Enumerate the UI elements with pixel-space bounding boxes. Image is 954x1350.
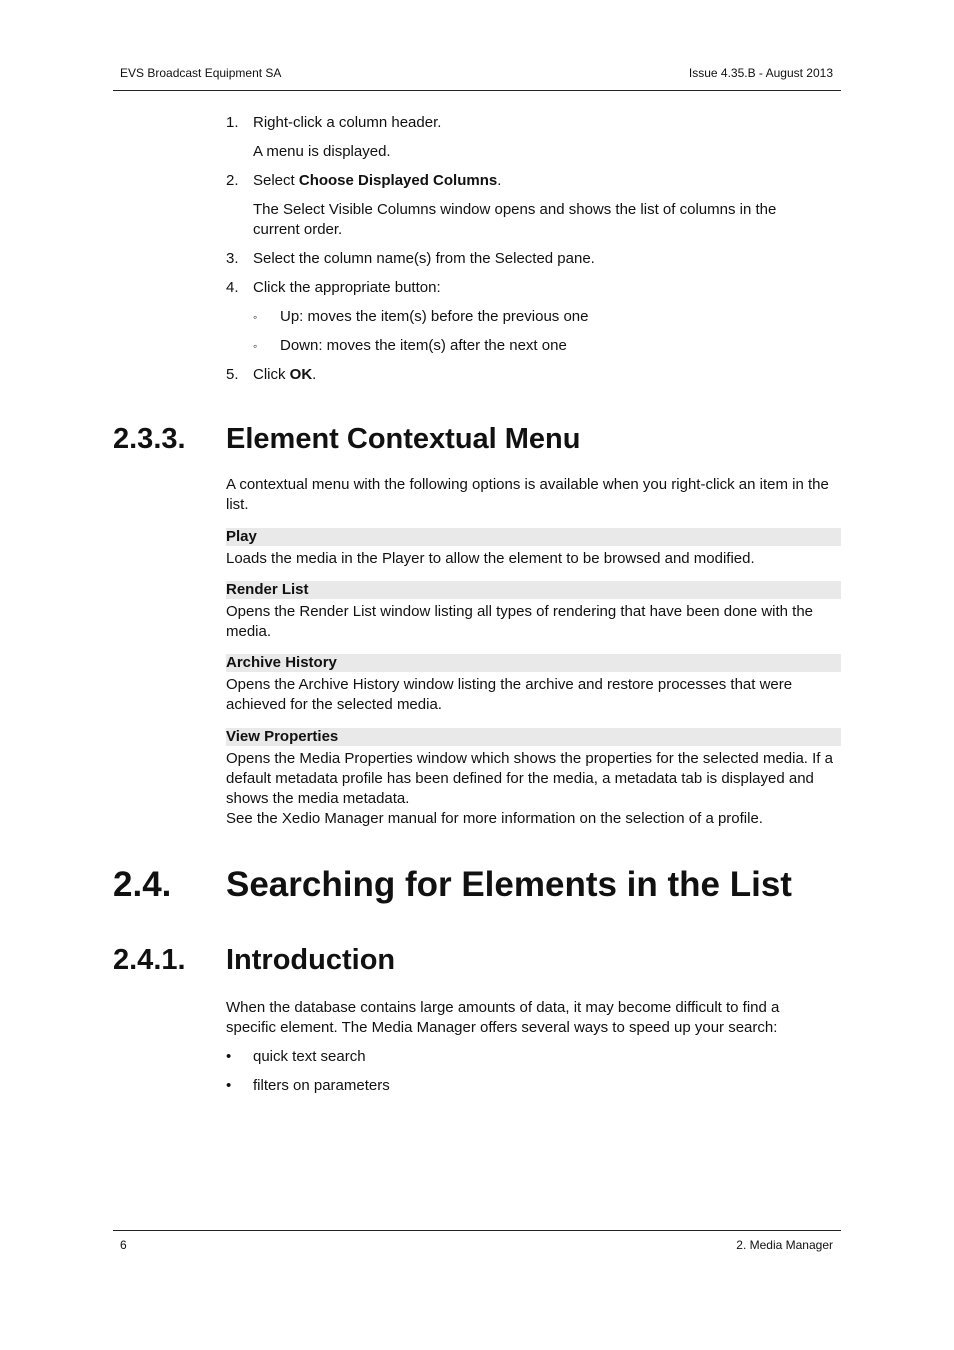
section-number: 2.3.3.: [113, 423, 186, 455]
page-number: 6: [120, 1238, 127, 1252]
step-text: Right-click a column header.: [253, 114, 442, 131]
section-title: Element Contextual Menu: [226, 423, 581, 455]
ui-label-ok: OK: [289, 366, 313, 383]
option-description: Loads the media in the Player to allow the element to be browsed and modified.: [226, 550, 755, 567]
sub-item: Up: moves the item(s) before the previous one: [280, 308, 589, 325]
step-number: 2.: [226, 172, 239, 189]
bullet-marker: •: [226, 1048, 232, 1065]
term-background: [226, 528, 841, 546]
option-description: Opens the Render List window listing all types of rendering that have been done with the media.: [226, 603, 814, 640]
section-number: 2.4.: [113, 865, 172, 904]
option-term: Play: [226, 528, 257, 545]
step-number: 4.: [226, 279, 239, 296]
section-title: Searching for Elements in the List: [226, 865, 792, 904]
list-item: filters on parameters: [253, 1077, 390, 1094]
option-description: Opens the Archive History window listing the archive and restore processes that were achieved for the selected media.: [226, 676, 793, 713]
bullet-marker: •: [226, 1077, 232, 1094]
sub-item: Down: moves the item(s) after the next one: [280, 337, 567, 354]
step-text: Select Choose Displayed Columns.: [253, 172, 502, 189]
option-term: View Properties: [226, 728, 339, 745]
footer-chapter: 2. Media Manager: [736, 1238, 833, 1252]
step-note: A menu is displayed.: [253, 143, 391, 160]
step-number: 5.: [226, 366, 239, 383]
section-title: Introduction: [226, 944, 396, 976]
option-description-note: See the Xedio Manager manual for more information on the selection of a profile.: [226, 810, 763, 827]
section-intro: When the database contains large amounts of data, it may become difficult to find a specific element. The Media Manager offers several ways to speed up your search:: [226, 999, 780, 1036]
sub-bullet-marker: ◦: [253, 339, 258, 353]
sub-bullet-marker: ◦: [253, 310, 258, 324]
ui-label-choose-displayed-columns: Choose Displayed Columns: [298, 172, 498, 189]
header-company: EVS Broadcast Equipment SA: [120, 66, 282, 80]
list-item: quick text search: [253, 1048, 366, 1065]
header-issue: Issue 4.35.B - August 2013: [688, 66, 833, 80]
step-text: Click the appropriate button:: [253, 279, 441, 296]
option-description: Opens the Media Properties window which shows the properties for the selected media. If a default metadata profile has been defined for the media, a metadata tab is displayed and shows the media metadata.: [226, 750, 833, 807]
step-note: The Select Visible Columns window opens and shows the list of columns in the current order.: [253, 201, 777, 238]
step-text: Select the column name(s) from the Selected pane.: [253, 250, 595, 267]
header-rule: [113, 90, 841, 91]
step-text: Click OK.: [253, 366, 317, 383]
option-term: Render List: [226, 581, 309, 598]
step-number: 3.: [226, 250, 239, 267]
term-background: [226, 581, 841, 599]
option-term: Archive History: [226, 654, 337, 671]
step-number: 1.: [226, 114, 239, 131]
section-number: 2.4.1.: [113, 944, 186, 976]
section-intro: A contextual menu with the following options is available when you right-click an item in the list.: [226, 476, 829, 513]
footer-rule: [113, 1230, 841, 1231]
